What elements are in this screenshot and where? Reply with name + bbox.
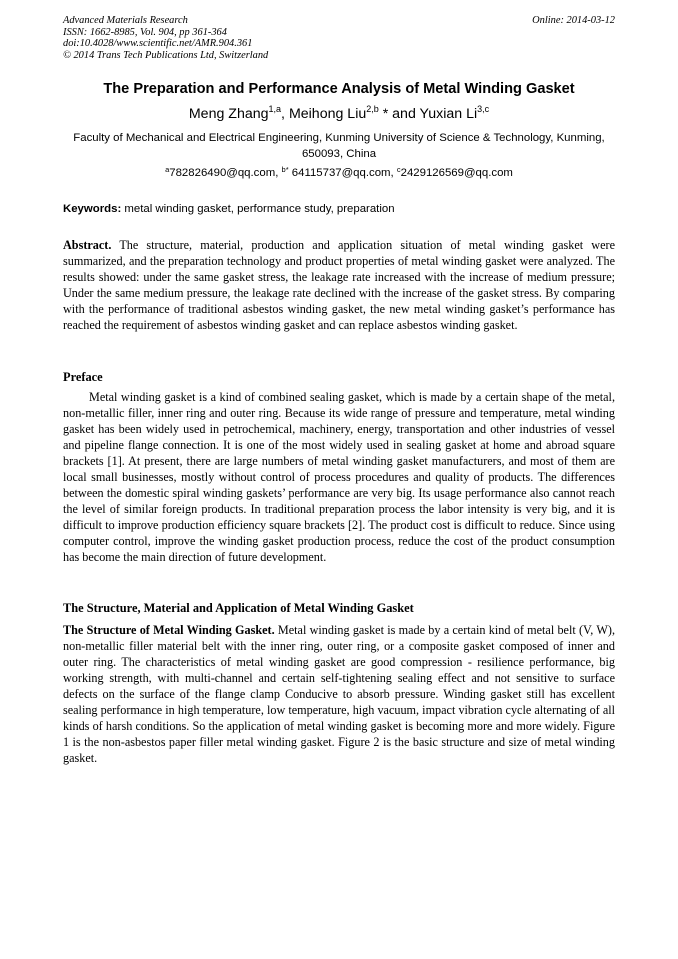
abstract-label: Abstract. <box>63 238 112 252</box>
affiliation: Faculty of Mechanical and Electrical Engineering, Kunming University of Science & Technology, Kunming, 650093, China <box>73 132 605 160</box>
preface-text: Metal winding gasket is a kind of combined sealing gasket, which is made by a certain shape of the metal, non-metallic filler, inner ring and outer ring. Because its wide range of pressure and temperature, metal winding gasket has been widely used in petrochemical, machinery, energy, transportation and other industries of vessel and pipeline flange connection. It is one of the most widely used in sealing gasket at home and abroad square brackets [1]. At present, there are large numbers of metal winding gasket manufacturers, and most of them are local small businesses, mostly without control of process procedures and quality of products. The differences between the domestic spiral winding gaskets’ performance are very big. Its usage performance also cannot reach the level of similar foreign products. In traditional preparation process the labor intensity is very big, and it is difficult to improve production efficiency square brackets [2]. The product cost is difficult to reduce. Since using computer control, improve the winding gasket production process, reduce the cost of the product consumption has become the main direction of future development. <box>63 390 615 564</box>
email-address: 782826490@qq.com, <box>169 167 282 179</box>
author-affil-mark: 3,c <box>477 104 490 114</box>
doi-line: doi:10.4028/www.scientific.net/AMR.904.361 <box>63 38 253 50</box>
email-mark: a <box>165 165 170 174</box>
email-address: 64115737@qq.com, <box>288 167 397 179</box>
author-name: Yuxian Li <box>419 106 478 122</box>
structure-paragraph <box>63 622 615 766</box>
section-heading-structure: The Structure, Material and Application of Metal Winding Gasket <box>63 601 414 615</box>
author-name: Meihong Liu <box>288 106 367 122</box>
journal-name: Advanced Materials Research <box>63 15 188 26</box>
keywords-label: Keywords: <box>63 203 122 215</box>
section-heading-preface: Preface <box>63 370 103 384</box>
email-mark: b* <box>281 165 289 174</box>
author-affil-mark: 2,b <box>366 104 379 114</box>
author-name: Meng Zhang <box>188 106 269 122</box>
paper-title: The Preparation and Performance Analysis of Metal Winding Gasket <box>103 81 575 97</box>
journal-header <box>63 15 615 61</box>
copyright-line: © 2014 Trans Tech Publications Ltd, Switzerland <box>63 49 269 61</box>
email-mark: c <box>396 165 401 174</box>
abstract-text: The structure, material, production and application situation of metal winding gasket were summarized, and the preparation technology and product properties of metal winding gasket were analyzed. The results showed: under the same gasket stress, the leakage rate increased with the increase of medium pressure; Under the same medium pressure, the leakage rate declined with the increase of the gasket stress. By comparing with the performance of traditional asbestos winding gasket, the new metal winding gasket’s performance has reached the requirement of asbestos winding gasket and can replace asbestos winding gasket. <box>63 238 615 332</box>
keywords-text: metal winding gasket, performance study, preparation <box>121 203 395 215</box>
online-date: Online: 2014-03-12 <box>532 15 615 26</box>
abstract <box>63 237 615 333</box>
author-affil-mark: 1,a <box>268 104 282 114</box>
email-address: 2429126569@qq.com <box>400 167 513 179</box>
preface-paragraph <box>63 389 615 565</box>
structure-text: Metal winding gasket is made by a certain kind of metal belt (V, W), non-metallic filler material belt with the inner ring, outer ring, or a composite gasket composed of inner and outer ring. The characteristics of metal winding gasket are good compression - resilience performance, big working strength, with multi-channel and certain self-tightening sealing effect and not sensitive to surface defects on the surface of the flange clamp Conducive to absorb pressure. Winding gasket still has excellent sealing performance in high temperature, low temperature, high vacuum, impact vibration cycle alternating of all kinds of harsh conditions. So the application of metal winding gasket is becoming more and more widely. Figure 1 is the non-asbestos paper filler metal winding gasket. Figure 2 is the basic structure and size of metal winding gasket. <box>63 623 615 765</box>
subsection-lead: The Structure of Metal Winding Gasket. <box>63 623 275 637</box>
author-list <box>40 104 638 124</box>
issn-line: ISSN: 1662-8985, Vol. 904, pp 361-364 <box>63 26 227 38</box>
corresponding-mark: * and <box>378 106 420 122</box>
keywords <box>63 202 615 217</box>
email-list <box>40 166 638 181</box>
author-separator: , <box>281 106 289 122</box>
